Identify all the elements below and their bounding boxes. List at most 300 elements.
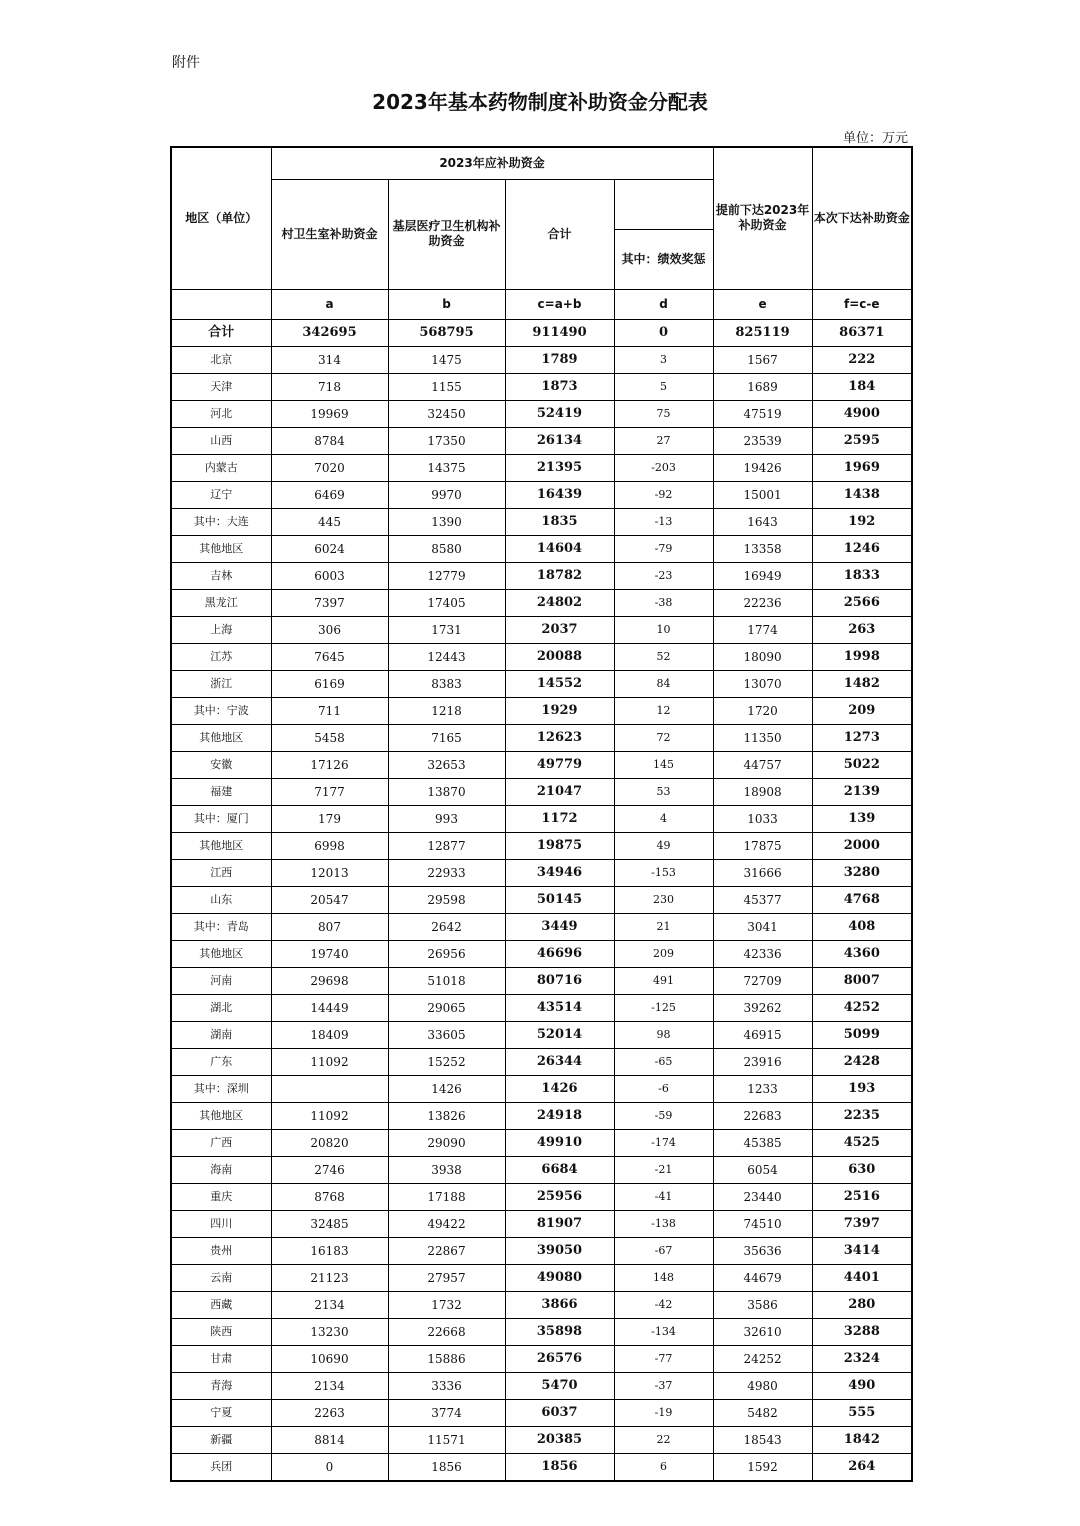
cell-d: -6	[614, 1075, 713, 1102]
header-region: 地区（单位）	[171, 147, 271, 289]
cell-a: 14449	[271, 994, 388, 1021]
header-col-d-spacer	[614, 179, 713, 229]
cell-d: 84	[614, 670, 713, 697]
cell-a: 8768	[271, 1183, 388, 1210]
cell-d: 230	[614, 886, 713, 913]
cell-b: 12443	[388, 643, 505, 670]
cell-f: 4360	[812, 940, 912, 967]
cell-e: 13358	[713, 535, 812, 562]
cell-d: -21	[614, 1156, 713, 1183]
region-name: 其他地区	[171, 1102, 271, 1129]
cell-c: 46696	[505, 940, 614, 967]
cell-f: 5099	[812, 1021, 912, 1048]
region-name: 其他地区	[171, 940, 271, 967]
cell-d: 209	[614, 940, 713, 967]
table-row	[171, 373, 912, 400]
cell-c: 39050	[505, 1237, 614, 1264]
cell-d: 3	[614, 346, 713, 373]
cell-c: 911490	[505, 319, 614, 346]
cell-d: 12	[614, 697, 713, 724]
letter-cell: f=c-e	[812, 289, 912, 319]
cell-a: 718	[271, 373, 388, 400]
cell-a: 0	[271, 1453, 388, 1481]
cell-e: 4980	[713, 1372, 812, 1399]
cell-b: 3938	[388, 1156, 505, 1183]
region-name: 湖南	[171, 1021, 271, 1048]
cell-b: 11571	[388, 1426, 505, 1453]
cell-e: 45377	[713, 886, 812, 913]
cell-c: 26344	[505, 1048, 614, 1075]
cell-e: 1689	[713, 373, 812, 400]
cell-b: 22668	[388, 1318, 505, 1345]
cell-f: 1273	[812, 724, 912, 751]
table-row	[171, 1075, 912, 1102]
table-row	[171, 1129, 912, 1156]
cell-e: 22683	[713, 1102, 812, 1129]
cell-c: 25956	[505, 1183, 614, 1210]
cell-f: 2324	[812, 1345, 912, 1372]
cell-e: 47519	[713, 400, 812, 427]
cell-a: 12013	[271, 859, 388, 886]
cell-d: -67	[614, 1237, 713, 1264]
cell-f: 1842	[812, 1426, 912, 1453]
cell-f: 280	[812, 1291, 912, 1318]
region-name: 吉林	[171, 562, 271, 589]
table-row	[171, 454, 912, 481]
cell-a: 2134	[271, 1372, 388, 1399]
cell-b: 12779	[388, 562, 505, 589]
table-row	[171, 751, 912, 778]
cell-e: 17875	[713, 832, 812, 859]
cell-b: 27957	[388, 1264, 505, 1291]
table-row	[171, 1156, 912, 1183]
cell-c: 24802	[505, 589, 614, 616]
cell-a: 32485	[271, 1210, 388, 1237]
cell-a: 8784	[271, 427, 388, 454]
cell-e: 18543	[713, 1426, 812, 1453]
table-row	[171, 643, 912, 670]
cell-c: 49080	[505, 1264, 614, 1291]
table-row	[171, 616, 912, 643]
cell-c: 26576	[505, 1345, 614, 1372]
letter-cell: b	[388, 289, 505, 319]
region-name: 山西	[171, 427, 271, 454]
cell-d: -42	[614, 1291, 713, 1318]
cell-a: 20820	[271, 1129, 388, 1156]
cell-d: -174	[614, 1129, 713, 1156]
cell-e: 74510	[713, 1210, 812, 1237]
cell-b: 13826	[388, 1102, 505, 1129]
cell-b: 32653	[388, 751, 505, 778]
cell-b: 1731	[388, 616, 505, 643]
cell-c: 14552	[505, 670, 614, 697]
cell-c: 81907	[505, 1210, 614, 1237]
region-name: 其中：厦门	[171, 805, 271, 832]
cell-a: 21123	[271, 1264, 388, 1291]
cell-f: 630	[812, 1156, 912, 1183]
table-row	[171, 1102, 912, 1129]
cell-a: 314	[271, 346, 388, 373]
cell-b: 1856	[388, 1453, 505, 1481]
cell-d: -65	[614, 1048, 713, 1075]
cell-c: 50145	[505, 886, 614, 913]
cell-d: -19	[614, 1399, 713, 1426]
region-name: 内蒙古	[171, 454, 271, 481]
letter-cell: c=a+b	[505, 289, 614, 319]
region-name: 江苏	[171, 643, 271, 670]
cell-c: 20385	[505, 1426, 614, 1453]
cell-a: 2746	[271, 1156, 388, 1183]
cell-a: 17126	[271, 751, 388, 778]
cell-f: 3414	[812, 1237, 912, 1264]
cell-e: 45385	[713, 1129, 812, 1156]
header-col-f: 本次下达补助资金	[812, 147, 912, 289]
cell-a: 807	[271, 913, 388, 940]
cell-d: 148	[614, 1264, 713, 1291]
cell-b: 33605	[388, 1021, 505, 1048]
cell-f: 184	[812, 373, 912, 400]
cell-a: 7645	[271, 643, 388, 670]
region-name: 陕西	[171, 1318, 271, 1345]
table-row	[171, 562, 912, 589]
region-name: 上海	[171, 616, 271, 643]
cell-a: 11092	[271, 1102, 388, 1129]
cell-c: 43514	[505, 994, 614, 1021]
cell-c: 3866	[505, 1291, 614, 1318]
region-name: 其中：宁波	[171, 697, 271, 724]
cell-d: 75	[614, 400, 713, 427]
cell-a: 29698	[271, 967, 388, 994]
region-name: 安徽	[171, 751, 271, 778]
table-row	[171, 1372, 912, 1399]
cell-d: -153	[614, 859, 713, 886]
header-group: 2023年应补助资金	[271, 147, 713, 179]
table-row	[171, 400, 912, 427]
cell-d: -79	[614, 535, 713, 562]
cell-c: 2037	[505, 616, 614, 643]
cell-b: 15252	[388, 1048, 505, 1075]
cell-f: 1482	[812, 670, 912, 697]
region-name: 其他地区	[171, 535, 271, 562]
cell-a: 10690	[271, 1345, 388, 1372]
table-row	[171, 859, 912, 886]
region-name: 江西	[171, 859, 271, 886]
region-name: 河南	[171, 967, 271, 994]
cell-b: 29065	[388, 994, 505, 1021]
region-name: 北京	[171, 346, 271, 373]
letter-cell: e	[713, 289, 812, 319]
cell-d: 72	[614, 724, 713, 751]
cell-e: 46915	[713, 1021, 812, 1048]
cell-b: 49422	[388, 1210, 505, 1237]
table-row	[171, 427, 912, 454]
cell-d: -203	[614, 454, 713, 481]
cell-a: 6169	[271, 670, 388, 697]
region-name: 其他地区	[171, 724, 271, 751]
cell-c: 80716	[505, 967, 614, 994]
cell-c: 6037	[505, 1399, 614, 1426]
page-title: 2023年基本药物制度补助资金分配表	[372, 90, 708, 114]
cell-b: 568795	[388, 319, 505, 346]
cell-c: 1835	[505, 508, 614, 535]
cell-a	[271, 1075, 388, 1102]
cell-b: 7165	[388, 724, 505, 751]
region-name: 兵团	[171, 1453, 271, 1481]
table-row	[171, 940, 912, 967]
table-row	[171, 913, 912, 940]
table-row	[171, 1264, 912, 1291]
cell-c: 34946	[505, 859, 614, 886]
table-row	[171, 670, 912, 697]
cell-e: 3586	[713, 1291, 812, 1318]
cell-e: 5482	[713, 1399, 812, 1426]
cell-f: 1246	[812, 535, 912, 562]
region-name: 湖北	[171, 994, 271, 1021]
table-row	[171, 1291, 912, 1318]
table-row	[171, 508, 912, 535]
cell-f: 222	[812, 346, 912, 373]
table-row	[171, 1399, 912, 1426]
cell-f: 7397	[812, 1210, 912, 1237]
region-name: 贵州	[171, 1237, 271, 1264]
cell-c: 20088	[505, 643, 614, 670]
cell-d: 5	[614, 373, 713, 400]
region-name: 其他地区	[171, 832, 271, 859]
table-row	[171, 832, 912, 859]
table-row	[171, 589, 912, 616]
header-col-a: 村卫生室补助资金	[271, 179, 388, 289]
region-name: 四川	[171, 1210, 271, 1237]
table-row	[171, 346, 912, 373]
cell-c: 24918	[505, 1102, 614, 1129]
cell-d: -134	[614, 1318, 713, 1345]
cell-d: 491	[614, 967, 713, 994]
cell-f: 139	[812, 805, 912, 832]
cell-f: 2235	[812, 1102, 912, 1129]
cell-b: 17405	[388, 589, 505, 616]
cell-d: 98	[614, 1021, 713, 1048]
cell-d: -77	[614, 1345, 713, 1372]
cell-b: 9970	[388, 481, 505, 508]
cell-d: 10	[614, 616, 713, 643]
cell-e: 18090	[713, 643, 812, 670]
cell-a: 20547	[271, 886, 388, 913]
cell-b: 13870	[388, 778, 505, 805]
region-name: 福建	[171, 778, 271, 805]
attachment-label: 附件	[172, 55, 200, 71]
cell-f: 86371	[812, 319, 912, 346]
cell-b: 3774	[388, 1399, 505, 1426]
cell-e: 1567	[713, 346, 812, 373]
cell-e: 19426	[713, 454, 812, 481]
cell-b: 51018	[388, 967, 505, 994]
cell-d: -59	[614, 1102, 713, 1129]
cell-c: 52014	[505, 1021, 614, 1048]
region-name: 广西	[171, 1129, 271, 1156]
cell-a: 6469	[271, 481, 388, 508]
cell-a: 7177	[271, 778, 388, 805]
cell-e: 44757	[713, 751, 812, 778]
table-row	[171, 1048, 912, 1075]
cell-a: 11092	[271, 1048, 388, 1075]
cell-f: 555	[812, 1399, 912, 1426]
cell-d: -41	[614, 1183, 713, 1210]
region-name: 云南	[171, 1264, 271, 1291]
region-name: 宁夏	[171, 1399, 271, 1426]
cell-e: 1033	[713, 805, 812, 832]
table-row	[171, 1426, 912, 1453]
region-name: 浙江	[171, 670, 271, 697]
cell-b: 17350	[388, 427, 505, 454]
table-row	[171, 535, 912, 562]
cell-b: 29598	[388, 886, 505, 913]
cell-e: 39262	[713, 994, 812, 1021]
table-row	[171, 1237, 912, 1264]
cell-e: 1720	[713, 697, 812, 724]
table-row	[171, 1210, 912, 1237]
table-row	[171, 778, 912, 805]
header-col-d: 其中：绩效奖惩	[614, 229, 713, 289]
cell-d: 53	[614, 778, 713, 805]
cell-f: 2595	[812, 427, 912, 454]
cell-d: -138	[614, 1210, 713, 1237]
cell-e: 42336	[713, 940, 812, 967]
region-name: 河北	[171, 400, 271, 427]
cell-f: 1998	[812, 643, 912, 670]
cell-a: 342695	[271, 319, 388, 346]
cell-a: 6998	[271, 832, 388, 859]
region-name: 合计	[171, 319, 271, 346]
cell-f: 263	[812, 616, 912, 643]
table-row	[171, 967, 912, 994]
cell-b: 1155	[388, 373, 505, 400]
region-name: 其中：深圳	[171, 1075, 271, 1102]
table-row	[171, 1345, 912, 1372]
cell-a: 7020	[271, 454, 388, 481]
cell-f: 8007	[812, 967, 912, 994]
region-name: 西藏	[171, 1291, 271, 1318]
cell-c: 1426	[505, 1075, 614, 1102]
cell-b: 12877	[388, 832, 505, 859]
cell-e: 1592	[713, 1453, 812, 1481]
cell-c: 1856	[505, 1453, 614, 1481]
cell-a: 2263	[271, 1399, 388, 1426]
cell-b: 32450	[388, 400, 505, 427]
cell-a: 445	[271, 508, 388, 535]
cell-b: 22867	[388, 1237, 505, 1264]
total-row	[171, 319, 912, 346]
table-row	[171, 886, 912, 913]
cell-d: 22	[614, 1426, 713, 1453]
cell-f: 3280	[812, 859, 912, 886]
cell-c: 1789	[505, 346, 614, 373]
cell-c: 35898	[505, 1318, 614, 1345]
cell-f: 2428	[812, 1048, 912, 1075]
cell-d: 21	[614, 913, 713, 940]
region-name: 重庆	[171, 1183, 271, 1210]
cell-e: 23916	[713, 1048, 812, 1075]
cell-c: 52419	[505, 400, 614, 427]
cell-e: 6054	[713, 1156, 812, 1183]
cell-c: 1929	[505, 697, 614, 724]
cell-c: 5470	[505, 1372, 614, 1399]
cell-a: 711	[271, 697, 388, 724]
cell-e: 44679	[713, 1264, 812, 1291]
cell-f: 209	[812, 697, 912, 724]
cell-f: 264	[812, 1453, 912, 1481]
cell-c: 21047	[505, 778, 614, 805]
header-col-b: 基层医疗卫生机构补助资金	[388, 179, 505, 289]
cell-e: 1774	[713, 616, 812, 643]
cell-a: 306	[271, 616, 388, 643]
cell-c: 49779	[505, 751, 614, 778]
cell-d: -37	[614, 1372, 713, 1399]
region-name: 海南	[171, 1156, 271, 1183]
cell-d: 6	[614, 1453, 713, 1481]
table-row	[171, 481, 912, 508]
cell-c: 12623	[505, 724, 614, 751]
cell-f: 4252	[812, 994, 912, 1021]
cell-a: 6024	[271, 535, 388, 562]
cell-e: 11350	[713, 724, 812, 751]
region-name: 青海	[171, 1372, 271, 1399]
region-name: 黑龙江	[171, 589, 271, 616]
cell-c: 21395	[505, 454, 614, 481]
cell-e: 15001	[713, 481, 812, 508]
table-row	[171, 1183, 912, 1210]
cell-d: -13	[614, 508, 713, 535]
cell-f: 2566	[812, 589, 912, 616]
cell-f: 4525	[812, 1129, 912, 1156]
cell-e: 23440	[713, 1183, 812, 1210]
cell-a: 16183	[271, 1237, 388, 1264]
region-name: 其中：大连	[171, 508, 271, 535]
cell-a: 6003	[271, 562, 388, 589]
unit-label: 单位：万元	[842, 131, 908, 146]
cell-c: 14604	[505, 535, 614, 562]
cell-c: 19875	[505, 832, 614, 859]
cell-a: 8814	[271, 1426, 388, 1453]
cell-e: 22236	[713, 589, 812, 616]
table-row	[171, 994, 912, 1021]
cell-b: 15886	[388, 1345, 505, 1372]
cell-f: 2000	[812, 832, 912, 859]
cell-e: 13070	[713, 670, 812, 697]
header-col-e: 提前下达2023年补助资金	[713, 147, 812, 289]
cell-a: 2134	[271, 1291, 388, 1318]
cell-b: 8383	[388, 670, 505, 697]
table-row	[171, 1453, 912, 1481]
cell-a: 19740	[271, 940, 388, 967]
cell-d: 4	[614, 805, 713, 832]
cell-e: 18908	[713, 778, 812, 805]
cell-c: 6684	[505, 1156, 614, 1183]
cell-a: 18409	[271, 1021, 388, 1048]
cell-f: 2139	[812, 778, 912, 805]
cell-a: 5458	[271, 724, 388, 751]
table-row	[171, 1021, 912, 1048]
cell-f: 4900	[812, 400, 912, 427]
letter-cell-blank	[171, 289, 271, 319]
allocation-table	[170, 146, 913, 1482]
header-col-c: 合计	[505, 179, 614, 289]
cell-c: 26134	[505, 427, 614, 454]
cell-d: 145	[614, 751, 713, 778]
region-name: 广东	[171, 1048, 271, 1075]
region-name: 其中：青岛	[171, 913, 271, 940]
region-name: 新疆	[171, 1426, 271, 1453]
cell-c: 1172	[505, 805, 614, 832]
